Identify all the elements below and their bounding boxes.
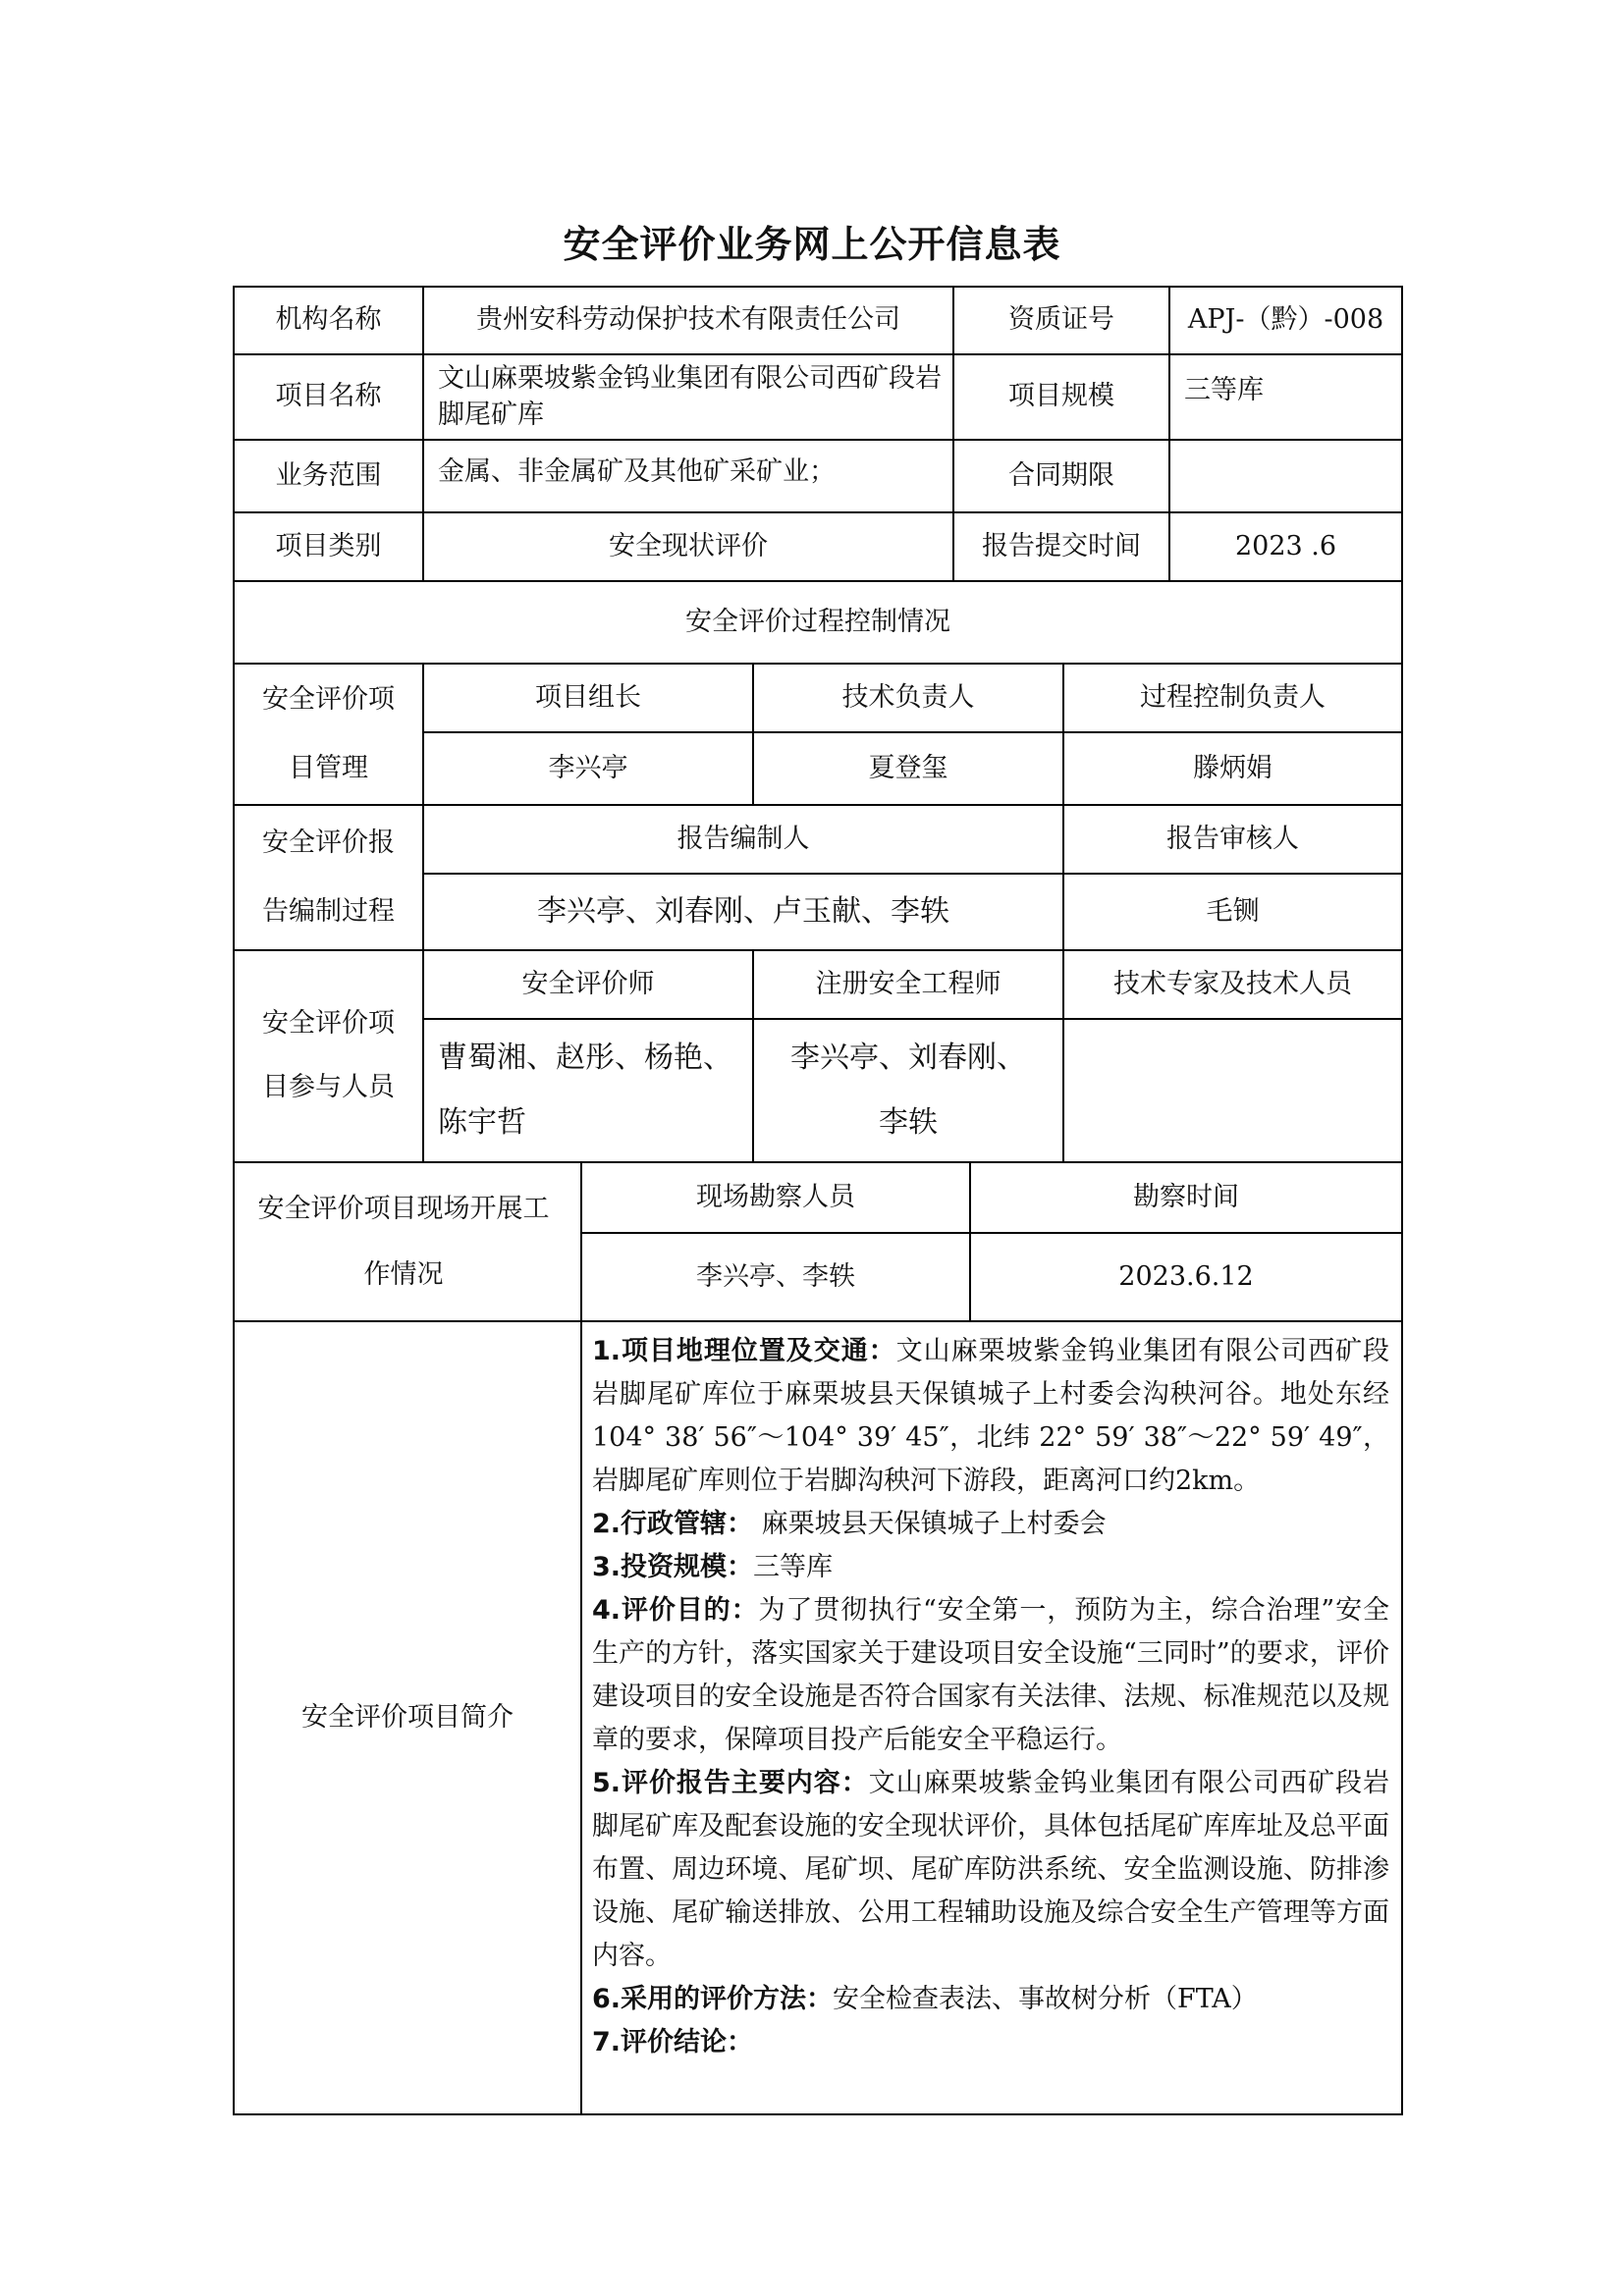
engineer-value: 李兴亭、刘春刚、李轶 [754,1020,1064,1163]
intro-item-6: 6.采用的评价方法：安全检查表法、事故树分析（FTA） [592,1984,1258,2014]
people-label: 安全评价项目参与人员 [235,951,424,1163]
ctrl-value: 滕炳娟 [1064,733,1401,806]
engineer-label: 注册安全工程师 [754,951,1064,1020]
tech-value: 夏登玺 [754,733,1064,806]
cert-value: APJ-（黔）-008 [1170,288,1401,355]
time-value: 2023.6.12 [971,1234,1401,1322]
contract-value [1170,441,1401,513]
writer-value: 李兴亭、刘春刚、卢玉献、李轶 [424,875,1064,951]
writer-label: 报告编制人 [424,806,1064,875]
report-label: 安全评价报告编制过程 [235,806,424,951]
scope-label: 业务范围 [235,441,424,513]
surveyor-label: 现场勘察人员 [582,1163,971,1234]
process-header: 安全评价过程控制情况 [235,582,1401,665]
intro-item-3: 3.投资规模：三等库 [592,1552,834,1582]
intro-label: 安全评价项目简介 [235,1322,582,2113]
evaluator-value: 曹蜀湘、赵彤、杨艳、陈宇哲 [424,1020,754,1163]
ctrl-label: 过程控制负责人 [1064,665,1401,733]
scale-value: 三等库 [1170,355,1401,441]
intro-item-2: 2.行政管辖： 麻栗坡县天保镇城子上村委会 [592,1509,1107,1539]
expert-label: 技术专家及技术人员 [1064,951,1401,1020]
tech-label: 技术负责人 [754,665,1064,733]
page-title: 安全评价业务网上公开信息表 [563,223,1061,266]
cert-label: 资质证号 [954,288,1170,355]
leader-label: 项目组长 [424,665,754,733]
evaluator-label: 安全评价师 [424,951,754,1020]
reviewer-value: 毛铡 [1064,875,1401,951]
submit-label: 报告提交时间 [954,513,1170,582]
category-label: 项目类别 [235,513,424,582]
leader-value: 李兴亭 [424,733,754,806]
org-value: 贵州安科劳动保护技术有限责任公司 [424,288,954,355]
intro-item-7: 7.评价结论： [592,2027,754,2057]
reviewer-label: 报告审核人 [1064,806,1401,875]
org-label: 机构名称 [235,288,424,355]
info-table [233,286,1403,2115]
scale-label: 项目规模 [954,355,1170,441]
contract-label: 合同期限 [954,441,1170,513]
category-value: 安全现状评价 [424,513,954,582]
scope-value: 金属、非金属矿及其他矿采矿业； [424,441,954,513]
intro-item-4: 4.评价目的：为了贯彻执行“安全第一，预防为主，综合治理”安全生产的方针，落实国家关于建设项目安全设施“三同时”的要求，评价建设项目的安全设施是否符合国家有关法律、法规、标准规范以及规章的要求，保障项目投产后能安全平稳运行。 [592,1595,1389,1755]
intro-item-5: 5.评价报告主要内容：文山麻栗坡紫金钨业集团有限公司西矿段岩脚尾矿库及配套设施的安全现状评价，具体包括尾矿库库址及总平面布置、周边环境、尾矿坝、尾矿库防洪系统、安全监测设施、防排渗设施、尾矿输送排放、公用工程辅助设施及综合安全生产管理等方面内容。 [592,1768,1389,1971]
intro-content [582,1322,1401,2113]
expert-value [1064,1020,1401,1163]
site-label: 安全评价项目现场开展工作情况 [235,1163,582,1322]
surveyor-value: 李兴亭、李轶 [582,1234,971,1322]
project-value: 文山麻栗坡紫金钨业集团有限公司西矿段岩脚尾矿库 [424,355,954,441]
submit-value: 2023 .6 [1170,513,1401,582]
project-label: 项目名称 [235,355,424,441]
mgmt-label: 安全评价项目管理 [235,665,424,806]
intro-item-1: 1.项目地理位置及交通：文山麻栗坡紫金钨业集团有限公司西矿段岩脚尾矿库位于麻栗坡县天保镇城子上村委会沟秧河谷。地处东经 104° 38′ 56″～104° 39′ 45″，北纬 22° 59′ 38″～22° 59′ 49″，岩脚尾矿库则位于岩脚沟秧河下游段，距离河口约2km。 [592,1336,1390,1496]
time-label: 勘察时间 [971,1163,1401,1234]
